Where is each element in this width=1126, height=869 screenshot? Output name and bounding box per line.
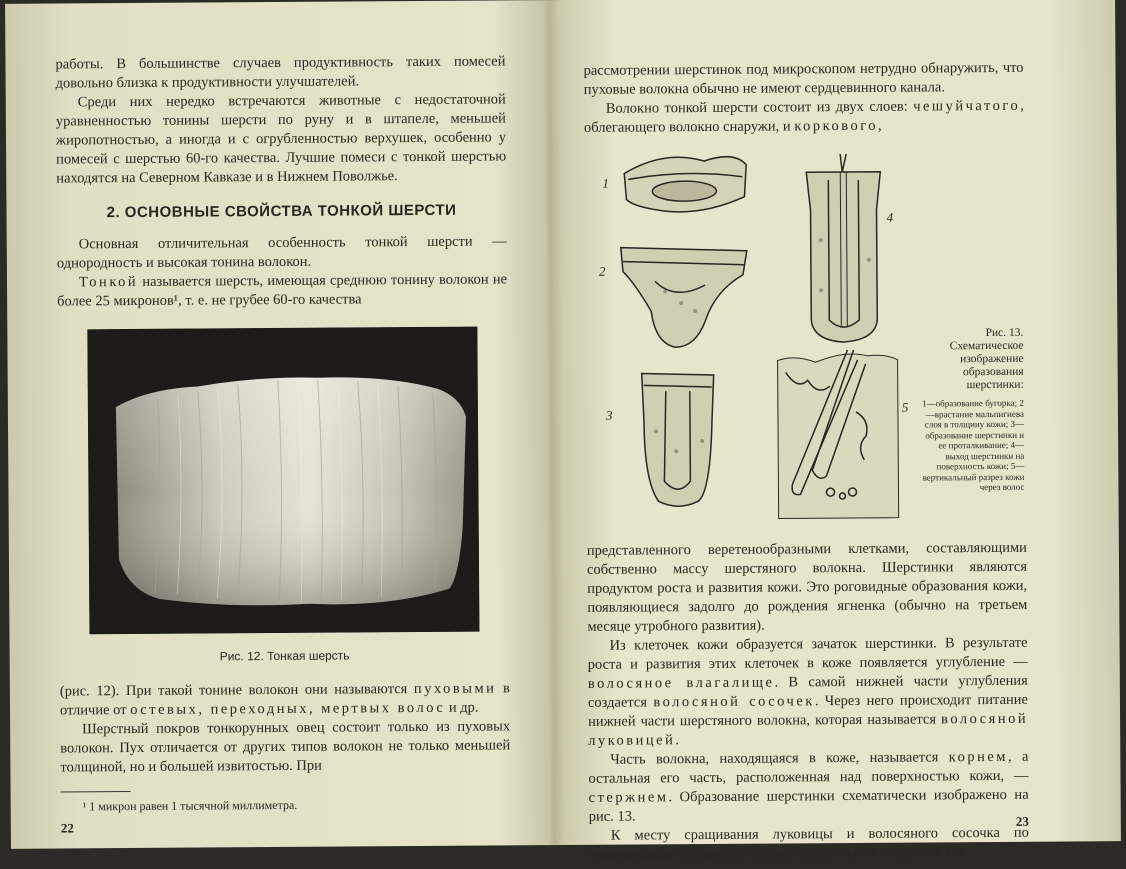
right-para-3: представленного веретенообразными клетками, составляющими собственно массу шерстяного волокна. Шерстинки являются продуктом роста и развития кожи. Это роговидные образования кожи, появляющиеся задолго до рождения ягненка (обычно на третьем месяце утробного развития). [586,539,1028,635]
left-para-5-c: и др. [445,699,479,716]
footnote-divider [61,791,131,792]
left-para-5-a: (рис. 12). При такой тонине волокон они называются [59,681,414,700]
right-para-5-b: , а остальная его часть, расположенная над поверхностью кожи, — [588,748,1029,787]
left-para-5-b: в отличие от [59,680,510,719]
right-para-4 [587,634,1028,751]
term-korkovogo: коркового [794,117,879,135]
footnote: ¹ 1 микрон равен 1 тысячной миллиметра. [82,797,298,814]
figure-13-caption-title: Рис. 13. Схематическое изображение образования шерстинки: [949,326,1024,392]
left-para-6: Шерстный покров тонкорунных овец состоит только из пуховых волокон. Пух отличается от других типов волокон не только меньшей толщиной, но и большей извитостью. При [60,718,511,776]
book-spread [5,0,1121,863]
term-tonkoi: Тонкой [78,273,139,291]
hair-formation-diagram [584,150,917,542]
term-volosyanoe-vlagalishche: волосяное влагалище [587,674,775,692]
left-para-3: Основная отличительная особенность тонкой шерсти — однородность и высокая тонина волокон. [56,233,507,272]
right-para-2-c: , [877,117,882,134]
left-para-4 [57,270,507,311]
wool-staple-image [87,327,479,635]
page-number-right: 23 [1015,813,1029,829]
term-volosyanoi-sosochek: волосяной сосочек [653,693,815,711]
right-para-5-a: Часть волокна, находящаяся в коже, называется [610,749,949,768]
left-para-1: работы. В большинстве случаев продуктивность таких помесей довольно близка к продуктивности улучшателей. [55,53,506,92]
figure-label-3: 3 [605,407,613,423]
right-para-4-d: . [675,732,680,749]
right-para-4-a: Из клеточек кожи образуется зачаток шерстинки. В результате роста и развития этих клеточек в коже появляется углубление — [587,634,1028,673]
right-para-6: К месту сращивания луковицы и волосяного сосочка по кровеносным сосудам поступают питательные вещества. По [588,824,1029,863]
right-para-2-a: Волокно тонкой шерсти состоит из двух слоев: [605,98,914,117]
section-heading: 2. ОСНОВНЫЕ СВОЙСТВА ТОНКОЙ ШЕРСТИ [106,201,457,222]
right-para-2 [584,97,1024,138]
term-sterzhnem: стержнем [588,789,669,806]
left-page [55,0,511,848]
term-pukhovymi: пуховыми [413,680,497,698]
figure-label-5: 5 [901,399,909,415]
right-para-5-c: . Образование шерстинки схематически изображено на рис. 13. [588,786,1029,825]
term-ostevykh: остевых, переходных, мертвых волос [130,699,446,719]
left-para-4-rest: называется шерсть, имеющая среднюю тонину волокон не более 25 микронов¹, т. е. не грубее 60-го качества [57,271,508,310]
figure-13-caption [915,327,1024,493]
left-para-5 [60,679,510,720]
term-cheshuichatogo: чешуйчатого [913,97,1021,115]
figure-13 [584,149,1027,542]
fine-wool-photo [87,327,479,635]
figure-label-2: 2 [598,263,606,279]
page-number-left: 22 [60,820,74,836]
right-para-1: рассмотрении шерстинок под микроскопом нетрудно обнаружить, что пуховые волокна обычно не имеют сердцевинного канала. [583,59,1024,98]
right-page [583,0,1029,863]
right-para-4-b: . В самой нижней части углубления создается [587,672,1028,711]
left-para-2: Среди них нередко встречаются животные с недостаточной уравненностью тонины шерсти по руну и в штапеле, меньшей жиропотностью, а иногда и с огрубленностью верхушек, особенно у помесей с шерстью 60-го качества. Лучшие помеси с тонкой шерстью находятся на Северном Кавказе и в Нижнем Поволжье. [55,91,507,187]
figure-label-4: 4 [886,209,894,225]
figure-label-1: 1 [602,175,609,191]
figure-12-caption: Рис. 12. Тонкая шерсть [219,648,350,664]
figure-13-caption-legend: 1—образование бугорка; 2—врастание мальпигиева слоя в толщину кожи; 3—образование шерстинки и ее проталкивание; 4—выход шерстинки на поверхность кожи; 5—вертикальный разрез кожи через волос [922,397,1025,493]
term-kornem: корнем [948,748,1008,766]
right-para-2-b: , облегающего волокно снаружи, и [583,97,1024,136]
right-para-5 [588,748,1029,827]
term-volosyanoi-lukovitsei: волосяной луковицей [588,710,1029,749]
right-para-4-c: . Через него происходит питание нижней части шерстяного волокна, которая называется [588,691,1028,730]
